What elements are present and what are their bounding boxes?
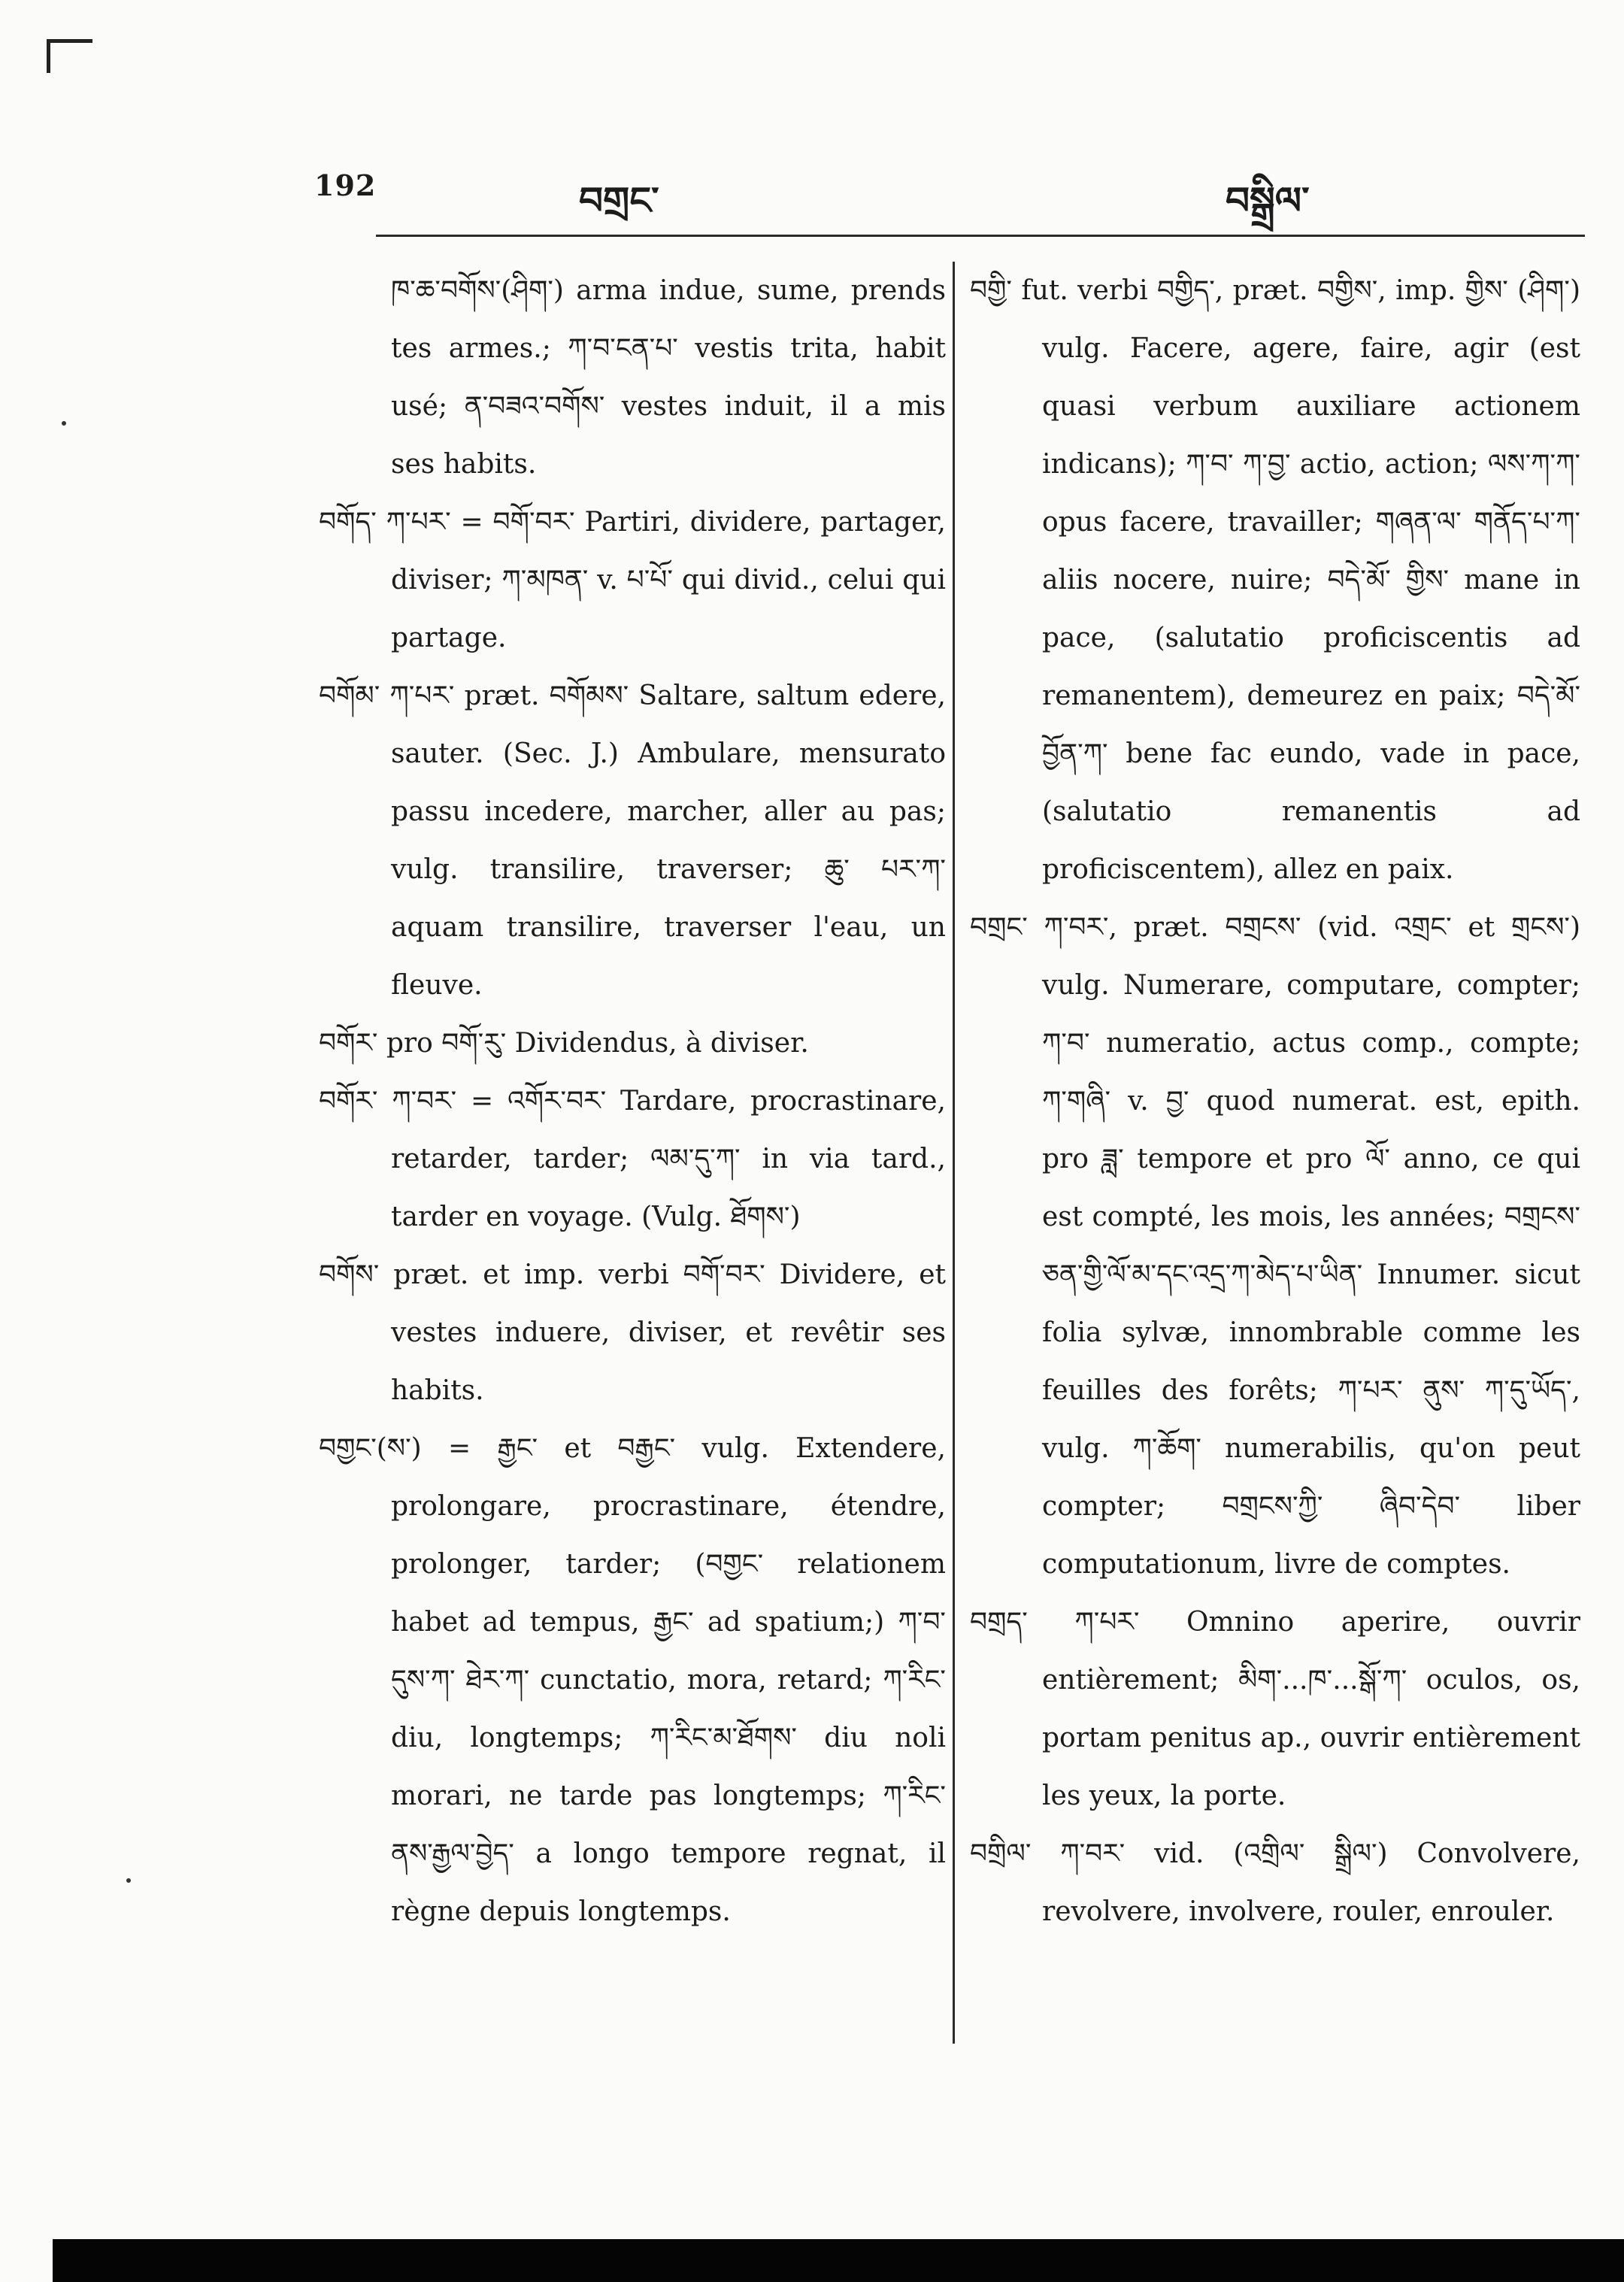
running-headword-left: བགྲང་ xyxy=(579,179,659,223)
dictionary-entry: བགྱི་ fut. verbi བགྱིད་, præt. བགྱིས་, imp. གྱིས་ (ཤིག་) vulg. Facere, agere, faire, agir (est quasi verbum auxiliare actionem indicans); ཀ་བ་ ཀ་བྱ་ actio, action; ལས་ཀ་ཀ་ opus facere, travailler; གཞན་ལ་ གནོད་པ་ཀ་ aliis nocere, nuire; བདེ་མོ་ གྱིས་ mane in pace, (salutatio proficiscentis ad remanentem), demeurez en paix; བདེ་མོ་བྱོན་ཀ་ bene fac eundo, vade in pace, (salutatio remanentis ad proficiscentem), allez en paix. xyxy=(970,275,1580,885)
left-column xyxy=(319,262,946,1941)
running-headword-right: བསྒྲིལ་ xyxy=(1226,179,1310,223)
dictionary-entry: བགོར་ pro བགོ་རུ་ Dividendus, à diviser. xyxy=(319,1028,809,1059)
page-header xyxy=(0,156,1624,223)
corner-mark xyxy=(47,39,92,73)
page-number: 192 xyxy=(314,168,377,202)
dictionary-entry: བགོས་ præt. et imp. verbi བགོ་བར་ Dividere, et vestes induere, diviser, et revêtir ses habits. xyxy=(319,1259,946,1406)
scan-speck xyxy=(62,421,66,426)
dictionary-entry: བགྱང་(ས་) = རྒྱང་ et བརྒྱང་ vulg. Extendere, prolongare, procrastinare, étendre, prolonger, tarder; (བགྱང་ relationem habet ad tempus, རྒྱང་ ad spatium;) ཀ་བ་ དུས་ཀ་ ཐེར་ཀ་ cunctatio, mora, retard; ཀ་རིང་ diu, longtemps; ཀ་རིང་མ་ཐོགས་ diu noli morari, ne tarde pas longtemps; ཀ་རིང་ནས་རྒྱལ་བྱེད་ a longo tempore regnat, il règne depuis longtemps. xyxy=(319,1433,946,1927)
right-column xyxy=(970,262,1580,1941)
scan-speck xyxy=(126,1878,131,1883)
dictionary-entry: བགྲང་ ཀ་བར་, præt. བགྲངས་ (vid. འགྲང་ et གྲངས་) vulg. Numerare, computare, compter; ཀ་བ་ numeratio, actus comp., compte; ཀ་གཞི་ v. བྱ་ quod numerat. est, epith. pro ཟླ་ tempore et pro ལོ་ anno, ce qui est compté, les mois, les années; བགྲངས་ཅན་གྱི་ལོ་མ་དང་འདྲ་ཀ་མེད་པ་ཡིན་ Innumer. sicut folia sylvæ, innombrable comme les feuilles des forêts; ཀ་པར་ ནུས་ ཀ་དུ་ཡོད་, vulg. ཀ་ཆོག་ numerabilis, qu'on peut compter; བགྲངས་ཀྱི་ ཞིབ་དེབ་ liber computationum, livre de comptes. xyxy=(970,912,1580,1580)
dictionary-entry: བགོམ་ ཀ་པར་ præt. བགོམས་ Saltare, saltum edere, sauter. (Sec. J.) Ambulare, mensurato passu incedere, marcher, aller au pas; vulg. transilire, traverser; ཆུ་ པར་ཀ་ aquam transilire, traverser l'eau, un fleuve. xyxy=(319,680,946,1001)
scan-bottom-edge xyxy=(53,2239,1624,2282)
column-divider xyxy=(953,262,955,2044)
dictionary-entry: བགྲིལ་ ཀ་བར་ vid. (འགྲིལ་ སྒྲིལ་) Convolvere, revolvere, involvere, rouler, enrouler. xyxy=(970,1838,1580,1927)
header-rule xyxy=(376,235,1585,237)
dictionary-entry: བགོར་ ཀ་བར་ = འགོར་བར་ Tardare, procrastinare, retarder, tarder; ལམ་དུ་ཀ་ in via tard., tarder en voyage. (Vulg. ཐོགས་) xyxy=(319,1086,946,1232)
dictionary-entry: བགོད་ ཀ་པར་ = བགོ་བར་ Partiri, dividere, partager, diviser; ཀ་མཁན་ v. པ་པོ་ qui divid., celui qui partage. xyxy=(319,507,946,653)
dictionary-entry: བགྲད་ ཀ་པར་ Omnino aperire, ouvrir entièrement; མིག་...ཁ་...སྒོ་ཀ་ oculos, os, portam penitus ap., ouvrir entièrement les yeux, la porte. xyxy=(970,1607,1580,1811)
dictionary-entry: ཁ་ཆ་བགོས་(ཤིག་) arma indue, sume, prends tes armes.; ཀ་བ་ངན་པ་ vestis trita, habit usé; ན་བཟའ་བགོས་ vestes induit, il a mis ses habits. xyxy=(391,275,946,480)
